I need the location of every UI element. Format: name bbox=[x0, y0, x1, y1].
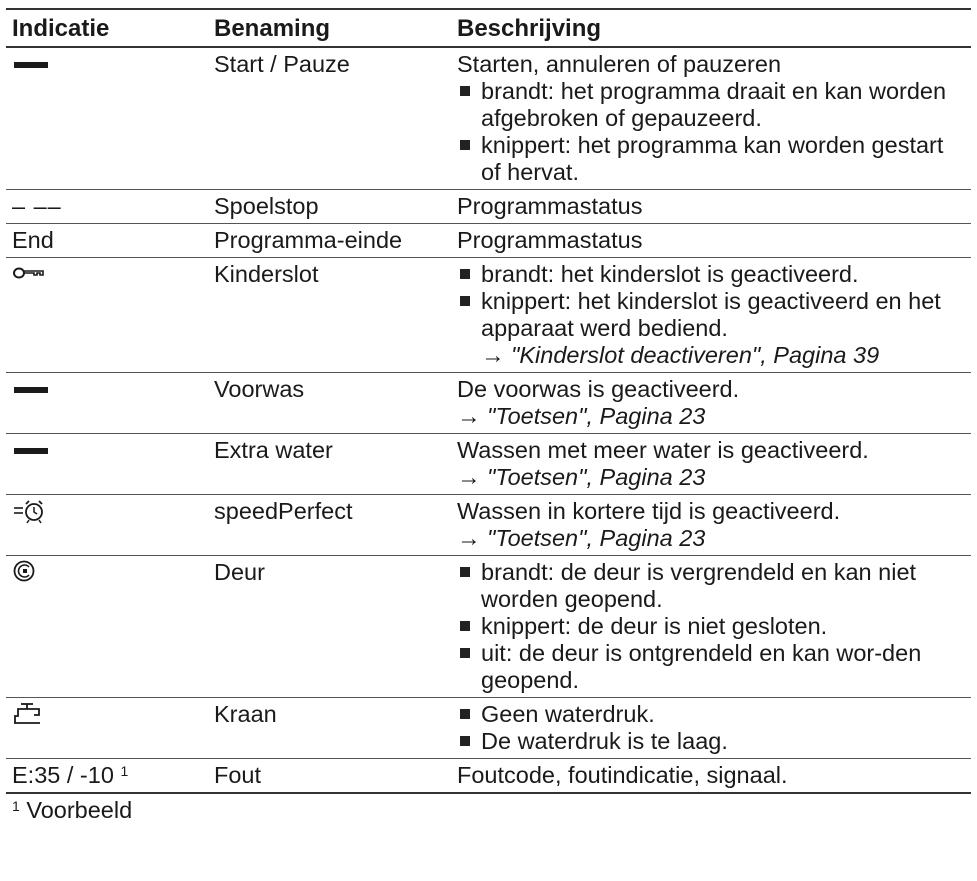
indicator-cell bbox=[6, 190, 208, 224]
description-cell bbox=[451, 434, 971, 495]
indicator-cell bbox=[6, 373, 208, 434]
description-cell bbox=[451, 495, 971, 556]
bullet-list bbox=[457, 261, 965, 342]
bullet-list bbox=[457, 701, 965, 755]
indicator-cell bbox=[6, 495, 208, 556]
name-cell: Deur bbox=[208, 556, 451, 698]
description-cell: Programmastatus bbox=[451, 224, 971, 258]
footnote-marker: 1 bbox=[120, 763, 129, 779]
bar-icon bbox=[14, 448, 48, 454]
list-item: brandt: het programma draait en kan worden afgebroken of gepauzeerd. bbox=[457, 78, 965, 132]
bullet-list bbox=[457, 78, 965, 186]
header-beschrijving: Beschrijving bbox=[451, 9, 971, 47]
indicator-text: End bbox=[12, 227, 54, 253]
table-row bbox=[6, 556, 971, 698]
table-row bbox=[6, 47, 971, 190]
arrow-icon: → bbox=[457, 403, 481, 429]
reference-link[interactable]: "Toetsen", Pagina 23 bbox=[487, 525, 706, 551]
speed-alarm-clock-icon bbox=[12, 498, 48, 524]
description-cell bbox=[451, 373, 971, 434]
footnote-text: Voorbeeld bbox=[26, 797, 133, 823]
description-cell bbox=[451, 258, 971, 373]
indicator-cell bbox=[6, 556, 208, 698]
name-cell: speedPerfect bbox=[208, 495, 451, 556]
header-benaming: Benaming bbox=[208, 9, 451, 47]
list-item: knippert: het kinderslot is geactiveerd en het apparaat werd bediend. bbox=[457, 288, 965, 342]
description-text: Starten, annuleren of pauzeren bbox=[457, 51, 782, 77]
indicator-cell bbox=[6, 759, 208, 794]
reference-link[interactable]: "Kinderslot deactiveren", Pagina 39 bbox=[511, 342, 880, 368]
name-cell: Programma-einde bbox=[208, 224, 451, 258]
list-item: uit: de deur is ontgrendeld en kan wor-den geopend. bbox=[457, 640, 965, 694]
description-text: De voorwas is geactiveerd. bbox=[457, 376, 740, 402]
page-reference bbox=[457, 464, 965, 491]
table-row bbox=[6, 759, 971, 794]
arrow-icon: → bbox=[457, 525, 481, 551]
indicator-table-section bbox=[6, 8, 971, 827]
tap-icon bbox=[12, 701, 42, 727]
bar-icon bbox=[14, 387, 48, 393]
list-item: Geen waterdruk. bbox=[457, 701, 965, 728]
page-reference bbox=[457, 342, 965, 369]
name-cell: Extra water bbox=[208, 434, 451, 495]
arrow-icon: → bbox=[481, 342, 505, 368]
reference-link[interactable]: "Toetsen", Pagina 23 bbox=[487, 403, 706, 429]
description-text: Wassen met meer water is geactiveerd. bbox=[457, 437, 869, 463]
list-item: brandt: het kinderslot is geactiveerd. bbox=[457, 261, 965, 288]
name-cell: Spoelstop bbox=[208, 190, 451, 224]
name-cell: Voorwas bbox=[208, 373, 451, 434]
key-icon bbox=[12, 261, 46, 285]
list-item: De waterdruk is te laag. bbox=[457, 728, 965, 755]
door-lock-icon bbox=[12, 559, 40, 585]
bullet-list bbox=[457, 559, 965, 694]
indicator-text: – –– bbox=[12, 193, 62, 219]
page-reference bbox=[457, 403, 965, 430]
table-header-row bbox=[6, 9, 971, 47]
name-cell: Start / Pauze bbox=[208, 47, 451, 190]
reference-link[interactable]: "Toetsen", Pagina 23 bbox=[487, 464, 706, 490]
indicator-text: E:35 / -10 bbox=[12, 762, 114, 788]
arrow-icon: → bbox=[457, 464, 481, 490]
table-row bbox=[6, 495, 971, 556]
bar-icon bbox=[14, 62, 48, 68]
indicator-cell bbox=[6, 258, 208, 373]
description-cell bbox=[451, 47, 971, 190]
header-indicatie: Indicatie bbox=[6, 9, 208, 47]
description-cell: Foutcode, foutindicatie, signaal. bbox=[451, 759, 971, 794]
table-row bbox=[6, 224, 971, 258]
list-item: brandt: de deur is vergrendeld en kan niet worden geopend. bbox=[457, 559, 965, 613]
table-row bbox=[6, 434, 971, 495]
description-cell bbox=[451, 698, 971, 759]
indicator-cell bbox=[6, 224, 208, 258]
table-row bbox=[6, 373, 971, 434]
table-row bbox=[6, 258, 971, 373]
indicator-cell bbox=[6, 434, 208, 495]
description-text: Wassen in kortere tijd is geactiveerd. bbox=[457, 498, 841, 524]
description-cell: Programmastatus bbox=[451, 190, 971, 224]
page-reference bbox=[457, 525, 965, 552]
table-row bbox=[6, 698, 971, 759]
name-cell: Kinderslot bbox=[208, 258, 451, 373]
indicator-table bbox=[6, 8, 971, 794]
footnote bbox=[6, 794, 971, 827]
list-item: knippert: het programma kan worden gestart of hervat. bbox=[457, 132, 965, 186]
name-cell: Fout bbox=[208, 759, 451, 794]
list-item: knippert: de deur is niet gesloten. bbox=[457, 613, 965, 640]
table-row bbox=[6, 190, 971, 224]
footnote-mark: 1 bbox=[12, 798, 20, 814]
indicator-cell bbox=[6, 47, 208, 190]
indicator-cell bbox=[6, 698, 208, 759]
name-cell: Kraan bbox=[208, 698, 451, 759]
description-cell bbox=[451, 556, 971, 698]
